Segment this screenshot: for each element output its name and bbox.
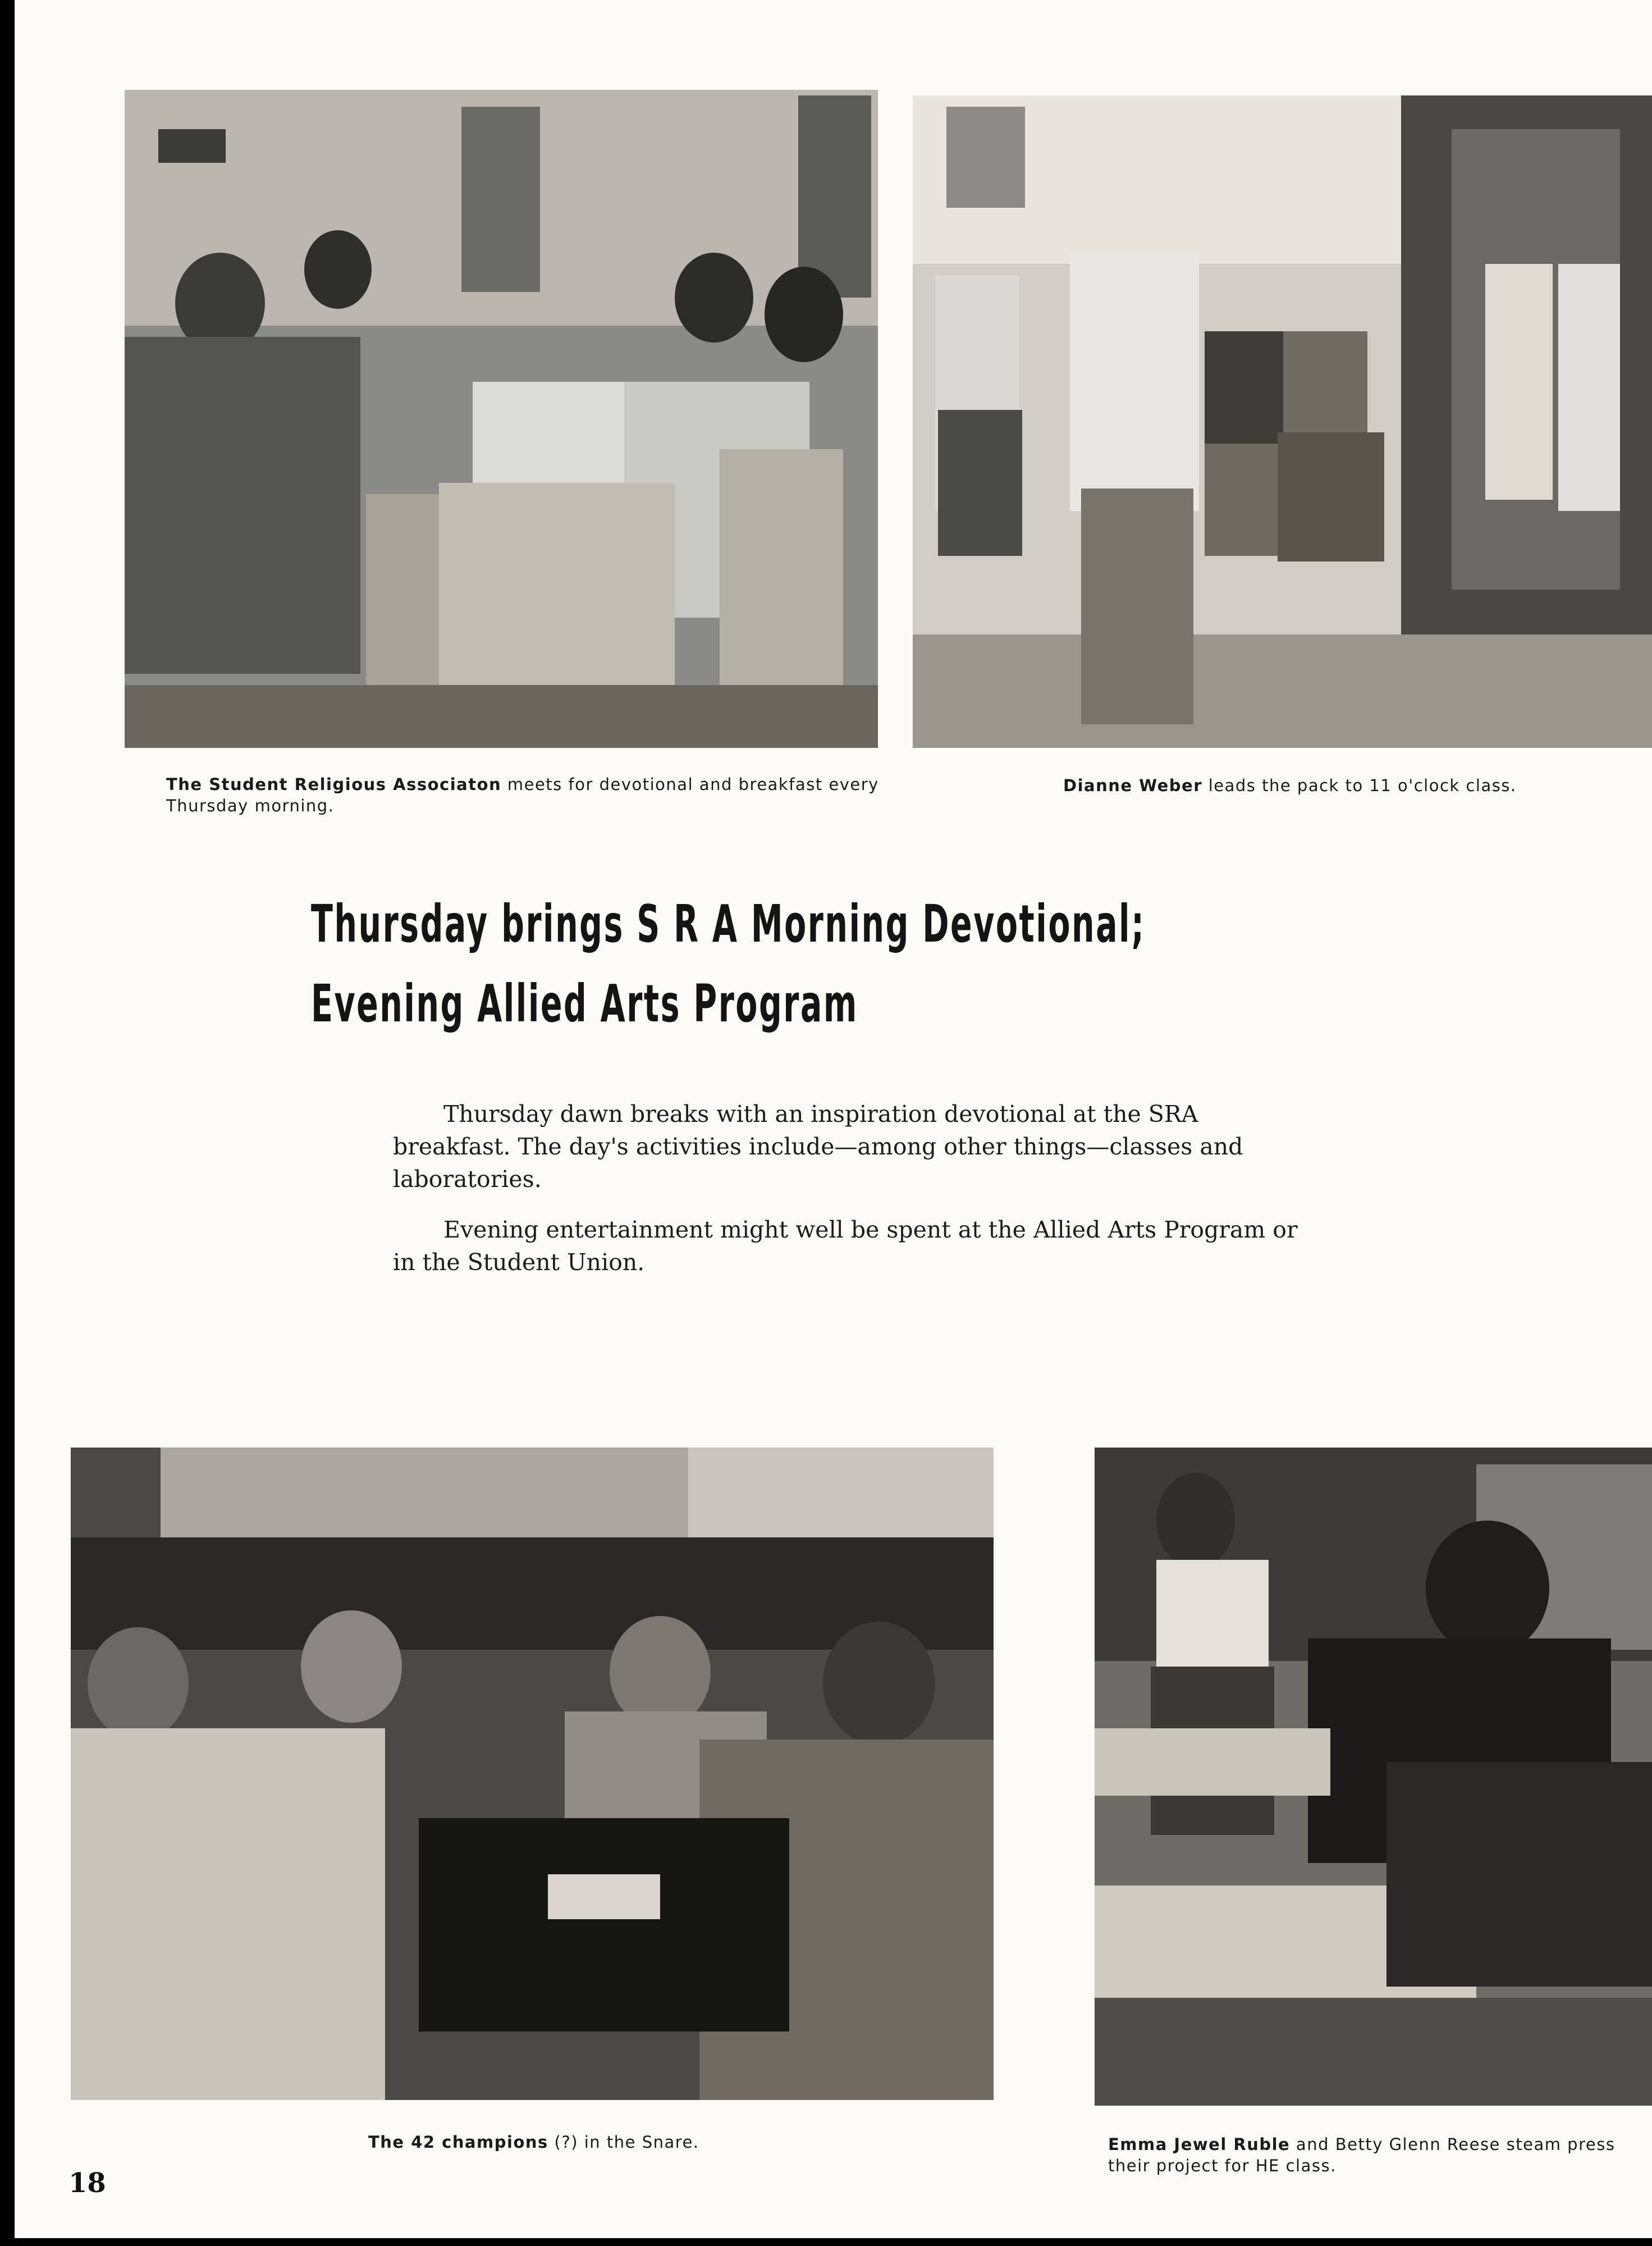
photo-sra-breakfast [125,90,878,748]
body-paragraph: Thursday dawn breaks with an inspiration devotional at the SRA breakfast. The day's activities include—among other things—classes and laboratories. [393,1101,1243,1193]
caption-text: meets for devotional and breakfast every Thursday morning. [166,775,879,815]
photo-dianne-weber [913,95,1652,748]
caption-dianne-weber [1063,775,1624,796]
caption-text: (?) in the Snare. [548,2133,699,2152]
caption-bold: Dianne Weber [1063,776,1202,795]
headline-line-1: Thursday brings S R A Morning Devotional; [311,894,1146,954]
caption-bold: The Student Religious Associaton [166,775,502,794]
page-headline [311,884,1146,1044]
body-paragraph: Evening entertainment might well be spent at the Allied Arts Program or in the Student Union. [393,1216,1298,1276]
caption-sra-breakfast [166,774,890,816]
caption-he-class [1108,2134,1652,2176]
caption-42-champions [368,2131,873,2153]
caption-text: leads the pack to 11 o'clock class. [1202,776,1517,795]
photo-42-champions [71,1448,994,2100]
photo-he-class [1095,1448,1652,2106]
yearbook-page [15,0,1652,2238]
caption-bold: Emma Jewel Ruble [1108,2135,1291,2154]
headline-line-2: Evening Allied Arts Program [311,974,858,1034]
article-body [393,1098,1302,1297]
caption-text: and Betty Glenn Reese steam press their project for HE class. [1108,2135,1616,2175]
page-number: 18 [68,2167,106,2199]
caption-bold: The 42 champions [368,2133,548,2152]
